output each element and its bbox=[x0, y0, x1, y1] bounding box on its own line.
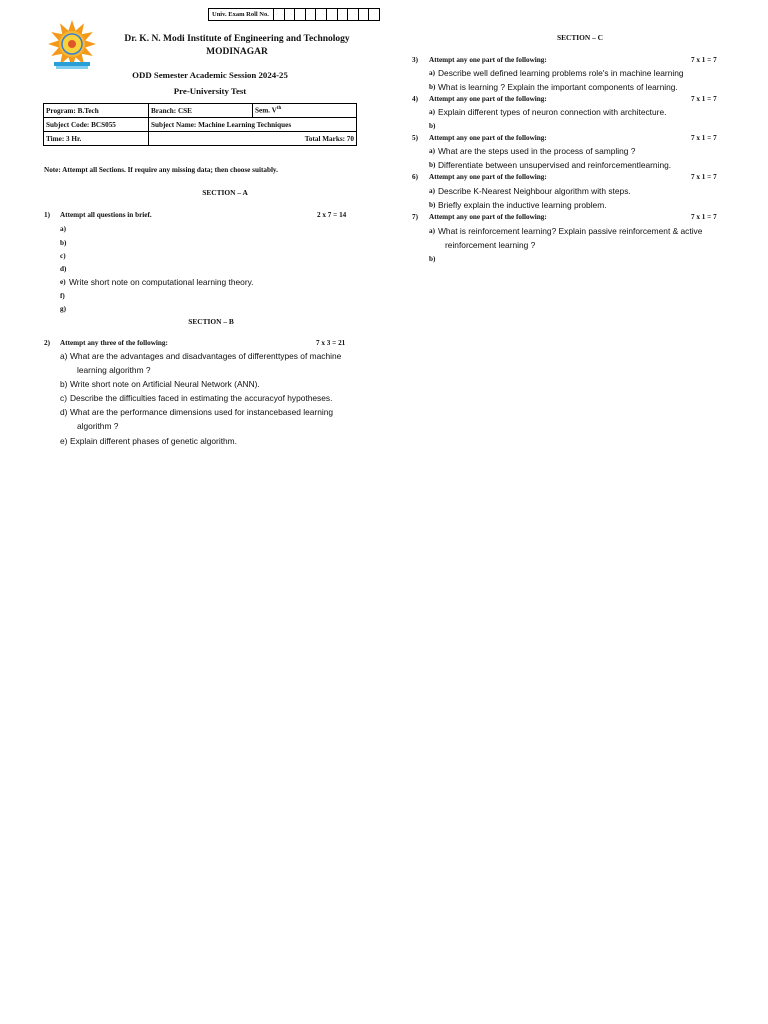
q3-instruction: Attempt any one part of the following: bbox=[429, 56, 547, 64]
q5-number: 5) bbox=[412, 134, 418, 142]
q6-part-label: b) bbox=[429, 201, 436, 209]
q3-number: 3) bbox=[412, 56, 418, 64]
q3-part-text: What is learning ? Explain the important components of learning. bbox=[438, 82, 678, 92]
q2-marks: 7 x 3 = 21 bbox=[316, 339, 346, 347]
roll-number-cell bbox=[316, 8, 327, 21]
roll-number-cell bbox=[348, 8, 359, 21]
institute-name: Dr. K. N. Modi Institute of Engineering and Technology bbox=[124, 34, 350, 44]
roll-number-cell bbox=[359, 8, 370, 21]
q2-part-text-cont: algorithm ? bbox=[77, 421, 119, 431]
q4-part-label: b) bbox=[429, 122, 436, 130]
branch-cell: Branch: CSE bbox=[149, 104, 253, 118]
q4-number: 4) bbox=[412, 95, 418, 103]
q2-part-text: Describe the difficulties faced in estimating the accuracyof hypotheses. bbox=[70, 393, 333, 403]
q3-marks: 7 x 1 = 7 bbox=[691, 56, 717, 64]
q1-part-label: c) bbox=[60, 252, 66, 260]
q7-part-text: What is reinforcement learning? Explain passive reinforcement & active bbox=[438, 226, 703, 236]
q6-marks: 7 x 1 = 7 bbox=[691, 173, 717, 181]
roll-number-cell bbox=[285, 8, 296, 21]
q1-part-label: a) bbox=[60, 225, 66, 233]
q1-marks: 2 x 7 = 14 bbox=[317, 211, 347, 219]
roll-number-label: Univ. Exam Roll No. bbox=[208, 8, 274, 21]
q1-part-text: Write short note on computational learning theory. bbox=[69, 277, 254, 287]
roll-number-cell bbox=[327, 8, 338, 21]
q5-marks: 7 x 1 = 7 bbox=[691, 134, 717, 142]
q7-number: 7) bbox=[412, 213, 418, 221]
q7-part-text-cont: reinforcement learning ? bbox=[445, 240, 536, 250]
q4-marks: 7 x 1 = 7 bbox=[691, 95, 717, 103]
program-cell: Program: B.Tech bbox=[44, 104, 149, 118]
q6-number: 6) bbox=[412, 173, 418, 181]
q3-part-label: a) bbox=[429, 69, 435, 77]
section-a-title: SECTION – A bbox=[202, 188, 248, 197]
roll-number-cell bbox=[306, 8, 317, 21]
q2-part-text: What are the advantages and disadvantages of differenttypes of machine bbox=[70, 351, 342, 361]
q1-number: 1) bbox=[44, 211, 50, 219]
q4-instruction: Attempt any one part of the following: bbox=[429, 95, 547, 103]
q5-part-text: Differentiate between unsupervised and reinforcementlearning. bbox=[438, 160, 672, 170]
q3-part-text: Describe well defined learning problems role's in machine learning bbox=[438, 68, 684, 78]
q1-part-label: g) bbox=[60, 305, 66, 313]
q2-part-label: d) bbox=[60, 407, 68, 417]
q2-part-text: Explain different phases of genetic algorithm. bbox=[70, 436, 237, 446]
q2-part-text-cont: learning algorithm ? bbox=[77, 365, 151, 375]
semester-text: Sem. V bbox=[255, 106, 277, 115]
test-title: Pre-University Test bbox=[173, 86, 247, 96]
q7-part-label: a) bbox=[429, 227, 435, 235]
q5-part-label: b) bbox=[429, 161, 436, 169]
note-text: Note: Attempt all Sections. If require any missing data; then choose suitably. bbox=[44, 166, 278, 174]
roll-number-box bbox=[208, 8, 380, 21]
q1-part-label: b) bbox=[60, 239, 67, 247]
q2-part-text: Write short note on Artificial Neural Network (ANN). bbox=[70, 379, 260, 389]
institute-city: MODINAGAR bbox=[206, 47, 268, 57]
q6-part-label: a) bbox=[429, 187, 435, 195]
q2-part-label: c) bbox=[60, 393, 67, 403]
q7-instruction: Attempt any one part of the following: bbox=[429, 213, 547, 221]
q2-number: 2) bbox=[44, 339, 50, 347]
q2-part-text: What are the performance dimensions used for instancebased learning bbox=[70, 407, 334, 417]
q1-part-label: f) bbox=[60, 292, 65, 300]
q3-part-label: b) bbox=[429, 83, 436, 91]
q1-instruction: Attempt all questions in brief. bbox=[60, 211, 152, 219]
time-cell: Time: 3 Hr. bbox=[44, 132, 149, 146]
q2-part-label: e) bbox=[60, 436, 68, 446]
q1-part-label: e) bbox=[60, 278, 66, 286]
q4-part-text: Explain different types of neuron connection with architecture. bbox=[438, 107, 667, 117]
q5-part-text: What are the steps used in the process of sampling ? bbox=[438, 146, 636, 156]
q6-part-text: Briefly explain the inductive learning problem. bbox=[438, 200, 607, 210]
q7-part-label: b) bbox=[429, 255, 436, 263]
subject-name-cell: Subject Name: Machine Learning Techniques bbox=[149, 118, 357, 132]
q2-part-label: b) bbox=[60, 379, 68, 389]
exam-info-table bbox=[43, 103, 357, 146]
q7-marks: 7 x 1 = 7 bbox=[691, 213, 717, 221]
q6-instruction: Attempt any one part of the following: bbox=[429, 173, 547, 181]
total-marks-cell: Total Marks: 70 bbox=[149, 132, 357, 146]
q5-part-label: a) bbox=[429, 147, 435, 155]
roll-number-cell bbox=[274, 8, 285, 21]
semester-cell bbox=[253, 104, 357, 118]
q1-part-label: d) bbox=[60, 265, 67, 273]
q2-instruction: Attempt any three of the following: bbox=[60, 339, 168, 347]
roll-number-cell bbox=[295, 8, 306, 21]
roll-number-cell bbox=[338, 8, 349, 21]
subject-code-cell: Subject Code: BCS055 bbox=[44, 118, 149, 132]
semester-suffix: th bbox=[276, 106, 282, 112]
institute-logo bbox=[42, 20, 102, 72]
session-title: ODD Semester Academic Session 2024-25 bbox=[132, 70, 288, 80]
q5-instruction: Attempt any one part of the following: bbox=[429, 134, 547, 142]
roll-number-cell bbox=[369, 8, 380, 21]
section-c-title: SECTION – C bbox=[557, 33, 603, 42]
section-b-title: SECTION – B bbox=[188, 317, 234, 326]
q4-part-label: a) bbox=[429, 108, 435, 116]
q6-part-text: Describe K-Nearest Neighbour algorithm with steps. bbox=[438, 186, 631, 196]
q2-part-label: a) bbox=[60, 351, 68, 361]
